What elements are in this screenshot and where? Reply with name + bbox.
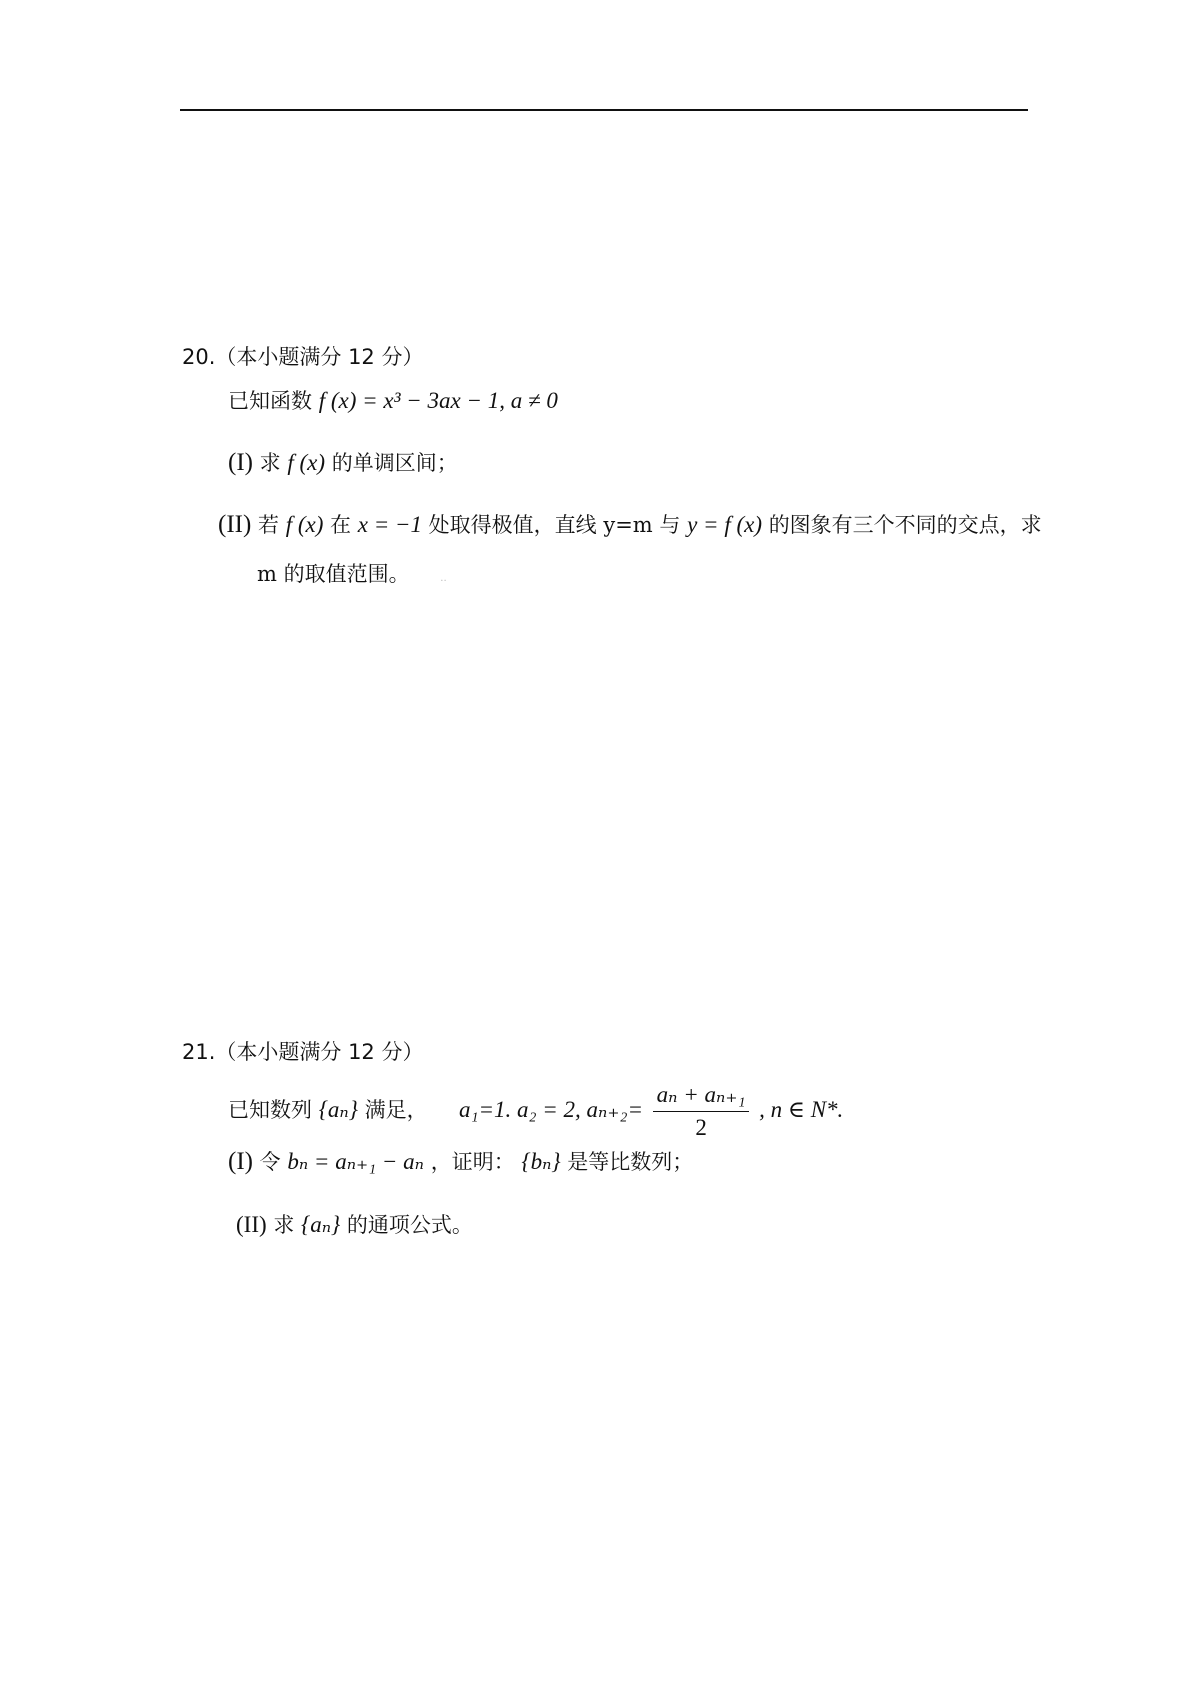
q21-fraction-numerator: aₙ + aₙ₊₁: [653, 1081, 750, 1112]
q21-part1-seq: {bₙ}: [521, 1149, 561, 1174]
q21-part1-label: (I): [228, 1148, 253, 1175]
q21-part1-formula: bₙ = aₙ₊₁ − aₙ: [287, 1149, 425, 1174]
q21-part1: [228, 1148, 693, 1176]
q20-intro-formula: f (x) = x³ − 3ax − 1, a ≠ 0: [318, 388, 558, 413]
q21-intro-tail: , n ∈ N*.: [759, 1097, 844, 1122]
q21-intro-text-b: 满足，: [364, 1098, 428, 1122]
q20-mark: ..: [440, 573, 447, 584]
q21-header: 21.（本小题满分 12 分）: [182, 1040, 424, 1064]
q21-part2-seq: {aₙ}: [301, 1212, 341, 1237]
q21-intro-cond: a₁=1. a₂ = 2, aₙ₊₂=: [458, 1097, 643, 1122]
q20-part2-fx: f (x): [285, 512, 324, 537]
q20-intro: [228, 387, 558, 415]
q21-part2-label: (II): [236, 1212, 267, 1237]
q20-part1: [228, 449, 458, 477]
q20-part2-x: x = −1: [357, 512, 422, 537]
q21-part2-text-b: 的通项公式。: [346, 1213, 473, 1237]
q20-header: 20.（本小题满分 12 分）: [182, 345, 424, 369]
q20-part2-text-a: 若: [258, 513, 279, 537]
q20-part2-text-d: 的图象有三个不同的交点，求: [768, 513, 1042, 537]
q21-part1-text-c: 是等比数列；: [567, 1150, 694, 1174]
q21-intro: [228, 1080, 843, 1142]
q20-part1-label: (I): [228, 449, 253, 476]
q20-part1-text-a: 求: [259, 451, 281, 475]
q21-fraction-denominator: 2: [695, 1115, 707, 1140]
q21-fraction: [653, 1081, 750, 1142]
q20-intro-text: 已知函数: [228, 389, 312, 413]
q20-part2-text-c: 处取得极值，直线 y=m 与: [428, 513, 681, 537]
q21-part1-text-a: 令: [259, 1150, 281, 1174]
q20-part2-y: y = f (x): [687, 512, 762, 537]
q20-part2: [218, 511, 1042, 539]
q21-part2-text-a: 求: [273, 1213, 295, 1237]
q21-intro-text-a: 已知数列: [228, 1098, 312, 1122]
q21-intro-seq: {aₙ}: [318, 1097, 358, 1122]
header-rule: [180, 109, 1028, 111]
q20-part1-text-b: 的单调区间；: [331, 451, 458, 475]
q20-part2-label: (II): [218, 511, 252, 538]
q20-part2-line2: [257, 560, 447, 593]
q20-part1-fx: f (x): [287, 450, 326, 475]
q20-part2-text-b: 在: [330, 513, 352, 537]
q21-part1-text-b: ，证明：: [430, 1150, 515, 1174]
q20-part2-line2-text: m 的取值范围。: [257, 562, 410, 586]
q21-part2: [236, 1211, 473, 1239]
